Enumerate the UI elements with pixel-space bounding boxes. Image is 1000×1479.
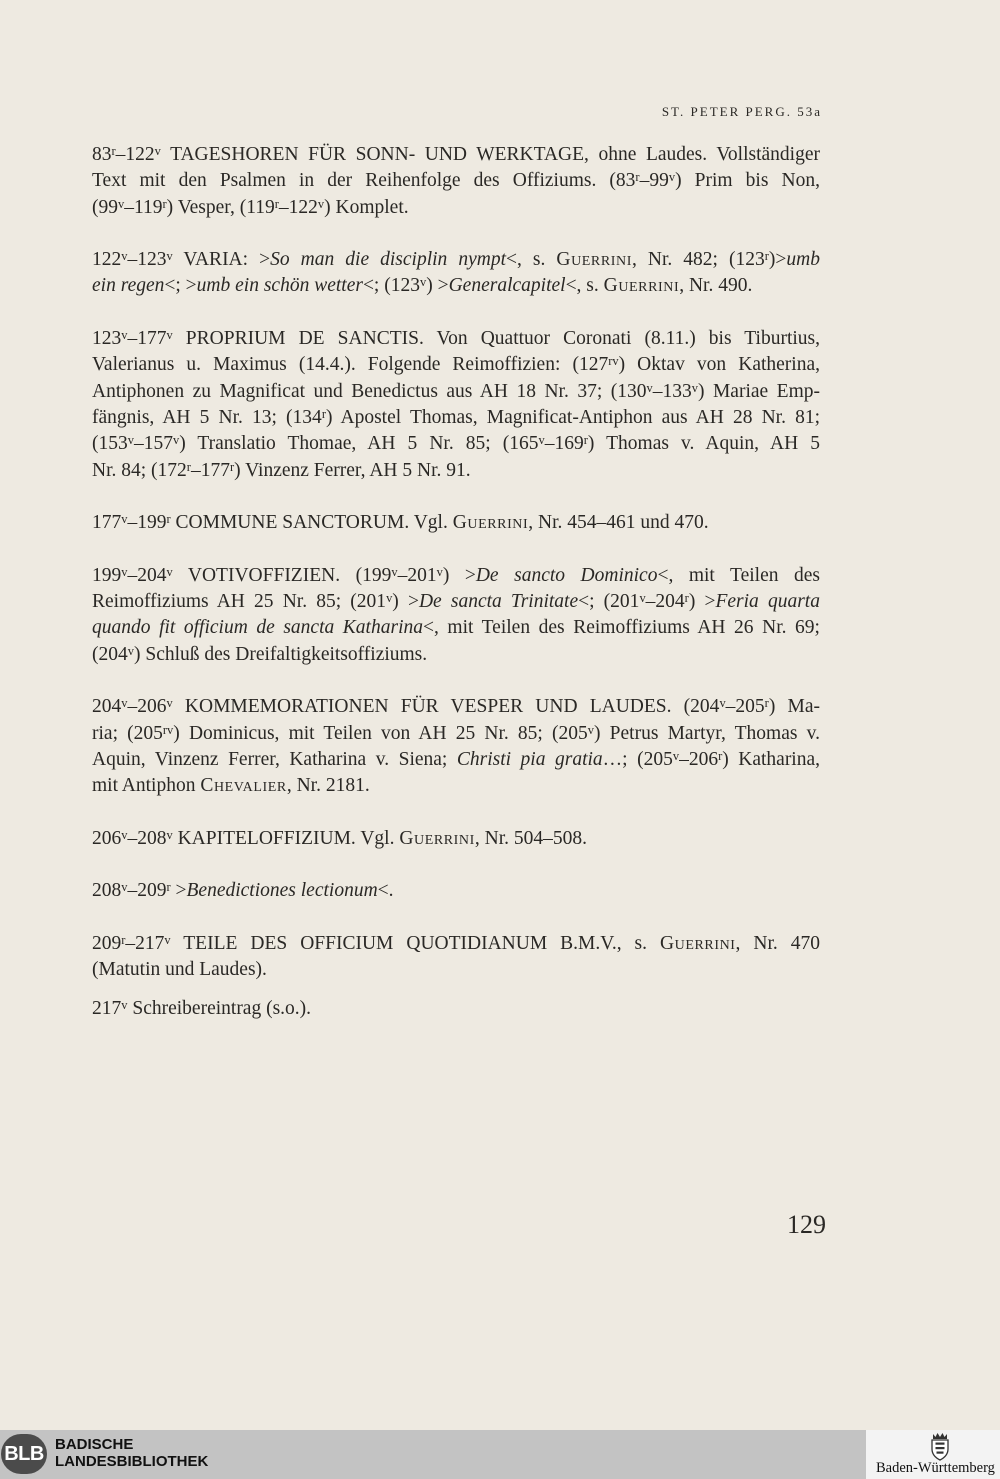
text-run: –209 (127, 880, 167, 902)
italic-title: umb (786, 249, 820, 271)
page-number: 129 (787, 1210, 826, 1239)
folio-superscript: r (274, 196, 279, 211)
entry-line (92, 247, 820, 273)
text-run: ) Vesper, (119 (166, 196, 275, 218)
text-run: TAGESHOREN FÜR SONN- UND WERKTAGE, ohne Laudes. Vollständiger (160, 144, 820, 165)
folio-superscript: v (121, 327, 128, 342)
entry-line (92, 352, 820, 378)
catalog-entry (92, 931, 820, 984)
text-run: Antiphonen zu Magnificat und Benedictus aus AH 18 Nr. 37; (130 (92, 380, 647, 402)
folio-superscript: v (166, 327, 173, 342)
italic-title: De sancto Dominico (475, 564, 658, 586)
text-run: > (170, 880, 187, 902)
text-run: , Nr. 490. (679, 275, 753, 297)
text-run: TEILE DES OFFICIUM QUOTIDIANUM B.M.V., s. (170, 932, 660, 954)
folio-superscript: r (186, 459, 191, 474)
italic-title: Benedictiones lectionum (186, 880, 378, 902)
entry-line (92, 615, 820, 641)
folio-superscript: v (121, 997, 128, 1012)
folio-superscript: v (164, 932, 171, 947)
entry-line (92, 563, 820, 589)
entry-line (92, 589, 820, 615)
folio-superscript: r (764, 696, 769, 710)
text-run: –199 (127, 512, 167, 534)
entry-line (92, 458, 820, 484)
catalog-entry (92, 826, 820, 852)
text-run: –133 (652, 380, 692, 402)
library-footer (0, 1430, 1000, 1479)
folio-superscript: v (587, 722, 594, 737)
text-run: –122 (115, 144, 155, 165)
folio-superscript: v (118, 196, 125, 211)
entry-line (92, 510, 820, 536)
text-run: fängnis, AH 5 Nr. 13; (134 (92, 406, 322, 428)
text-run: <, mit Teilen des Reimoffiziums AH 26 Nr. 69; (422, 617, 820, 639)
text-run: VOTIVOFFIZIEN. (199 (172, 564, 392, 586)
text-run: Schreibereintrag (s.o.). (127, 998, 312, 1019)
text-run: –169 (544, 433, 584, 455)
folio-superscript: r (166, 511, 171, 526)
entry-line (92, 957, 820, 983)
entry-line (92, 326, 820, 352)
folio-superscript: r (764, 248, 769, 263)
text-run: –205 (725, 696, 765, 718)
text-run: –157 (133, 433, 173, 455)
text-run: <; (123 (362, 275, 420, 297)
text-run: 177 (92, 512, 122, 534)
small-caps-name: Guerrini (452, 512, 529, 534)
text-run: ria; (205 (92, 722, 163, 744)
text-run: ) Mariae Emp- (697, 380, 820, 402)
folio-superscript: v (317, 196, 325, 211)
text-run: ) Petrus Martyr, Thomas v. (594, 722, 820, 744)
blb-logo-text: BLB (4, 1443, 44, 1465)
folio-superscript: v (121, 248, 128, 263)
text-run: (99 (92, 196, 118, 218)
folio-superscript: r (684, 590, 689, 605)
folio-superscript: r (321, 406, 326, 421)
text-run: Nr. 84; (172 (92, 459, 187, 481)
crest-lion-2 (936, 1447, 945, 1449)
text-run: Text mit den Psalmen in der Reihenfolge des Offiziums. (83 (92, 170, 636, 192)
folio-superscript: v (538, 433, 545, 448)
folio-superscript: rv (608, 354, 619, 369)
italic-title: Generalcapitel (448, 275, 566, 297)
entry-line (92, 773, 820, 799)
text-run: mit Antiphon (92, 775, 201, 797)
text-run: <. (377, 880, 394, 902)
italic-title: So man die disciplin nympt (270, 249, 506, 271)
text-run: …; (205 (602, 748, 673, 770)
library-name-line-1: BADISCHE (55, 1436, 134, 1453)
text-run: –208 (127, 827, 167, 849)
text-run: ) Vinzenz Ferrer, AH 5 Nr. 91. (234, 459, 471, 481)
folio-superscript: v (121, 880, 128, 895)
catalog-entry (92, 694, 820, 799)
text-run: , Nr. 504–508. (474, 827, 587, 849)
folio-superscript: v (121, 511, 128, 526)
text-run: <, s. (506, 249, 557, 271)
text-run: ) Apostel Thomas, Magnificat-Antiphon aus AH 28 Nr. 81; (325, 406, 821, 428)
text-run: <, s. (565, 275, 604, 297)
text-run: ) Prim bis Non, (675, 170, 820, 192)
entry-line (92, 405, 820, 431)
text-run: ) > (442, 564, 476, 586)
library-name-line-2: LANDESBIBLIOTHEK (55, 1453, 209, 1470)
text-run: (Matutin und Laudes). (92, 959, 267, 981)
entry-line (92, 721, 820, 747)
text-run: –217 (125, 932, 165, 954)
folio-superscript: v (668, 170, 676, 185)
small-caps-name: Guerrini (556, 249, 632, 271)
text-run: ) > (392, 591, 419, 613)
coat-of-arms-icon (928, 1431, 952, 1461)
folio-superscript: v (391, 564, 398, 579)
text-run: –122 (278, 196, 318, 218)
folio-superscript: v (691, 380, 698, 395)
text-run: ) Schluß des Dreifaltigkeitsoffiziums. (133, 643, 428, 665)
catalog-entry (92, 247, 820, 300)
folio-superscript: v (121, 696, 128, 710)
italic-title: Feria quarta (715, 591, 820, 613)
folio-superscript: v (166, 248, 173, 263)
italic-title: Christi pia gratia (456, 748, 603, 770)
text-run: 122 (92, 249, 122, 271)
entry-line (92, 379, 820, 405)
running-title: ST. PETER PERG. 53a (661, 104, 822, 119)
folio-superscript: v (172, 433, 180, 448)
folio-superscript: v (166, 827, 173, 842)
text-run: (153 (92, 433, 128, 455)
text-run: ) > (688, 591, 716, 613)
blb-logo (1, 1434, 47, 1474)
italic-title: quando fit officium de sancta Katharina (92, 617, 423, 639)
state-logo (866, 1430, 1000, 1479)
folio-superscript: r (166, 880, 171, 895)
folio-superscript: v (166, 696, 173, 710)
entry-line (92, 826, 820, 852)
text-run: –204 (127, 564, 167, 586)
italic-title: De sancta Trinitate (418, 591, 579, 613)
folio-superscript: v (154, 143, 161, 158)
folio-superscript: r (583, 433, 588, 448)
text-run: KOMMEMORATIONEN FÜR VESPER UND LAUDES. (204 (172, 696, 720, 718)
text-run: –177 (127, 328, 167, 350)
text-run: –201 (397, 564, 437, 586)
crest-crown (933, 1433, 947, 1439)
text-run: ) Translatio Thomae, AH 5 Nr. 85; (165 (179, 433, 539, 455)
folio-superscript: r (121, 932, 126, 947)
entry-line (92, 878, 820, 904)
text-run: –206 (679, 748, 719, 770)
crest-lion-1 (936, 1443, 945, 1445)
catalog-entry (92, 563, 820, 668)
entry-line (92, 273, 820, 299)
text-run: –119 (124, 196, 163, 218)
text-run: KAPITELOFFIZIUM. Vgl. (172, 827, 400, 849)
folio-superscript: v (639, 590, 646, 605)
entry-line (92, 195, 820, 221)
text-run: –204 (645, 591, 685, 613)
text-run: 204 (92, 696, 122, 718)
entry-line (92, 996, 820, 1022)
text-run: ) Ma- (768, 696, 820, 718)
italic-title: umb ein schön wetter (196, 275, 363, 297)
text-run: <; > (164, 275, 197, 297)
entry-line (92, 747, 820, 773)
folio-superscript: v (127, 643, 134, 658)
text-run: ) Oktav von Katherina, (618, 354, 820, 376)
text-run: , Nr. 454–461 und 470. (528, 512, 709, 534)
text-run: <; (201 (578, 591, 640, 613)
folio-superscript: r (635, 170, 640, 185)
catalog-entry (92, 878, 820, 904)
text-run: VARIA: > (172, 249, 271, 271)
folio-superscript: v (386, 590, 393, 605)
text-run: ) > (426, 275, 449, 297)
entry-line (92, 642, 820, 668)
catalog-entry (92, 996, 820, 1022)
text-run: Valerianus u. Maximus (14.4.). Folgende Reimoffizien: (127 (92, 354, 609, 376)
text-run: )> (768, 249, 787, 271)
italic-title: ein regen (92, 275, 165, 297)
folio-superscript: v (436, 564, 443, 579)
text-run: –177 (190, 459, 230, 481)
text-run: 217 (92, 998, 122, 1019)
catalog-entry (92, 510, 820, 536)
folio-superscript: v (719, 696, 726, 710)
text-run: ) Dominicus, mit Teilen von AH 25 Nr. 85; (205 (173, 722, 588, 744)
text-run: , Nr. 482; (123 (631, 249, 765, 271)
folio-superscript: r (718, 748, 723, 763)
entry-line (92, 168, 820, 194)
text-run: Reimoffiziums AH 25 Nr. 85; (201 (92, 591, 387, 613)
entry-line (92, 142, 820, 168)
text-run: ) Komplet. (324, 196, 409, 218)
small-caps-name: Guerrini (603, 275, 680, 297)
folio-superscript: v (121, 827, 128, 842)
state-name: Baden-Württemberg (876, 1460, 995, 1476)
text-run: (204 (92, 643, 128, 665)
text-run: Aquin, Vinzenz Ferrer, Katharina v. Siena; (92, 748, 457, 770)
text-run: ) Thomas v. Aquin, AH 5 (587, 433, 820, 455)
small-caps-name: Chevalier (200, 775, 287, 797)
text-run: 83 (92, 144, 112, 165)
text-run: –99 (639, 170, 669, 192)
folio-superscript: v (646, 380, 653, 395)
folio-superscript: r (162, 196, 167, 211)
text-run: 123 (92, 328, 122, 350)
catalog-entry (92, 326, 820, 484)
folio-superscript: r (111, 143, 116, 158)
entry-line (92, 431, 820, 457)
folio-superscript: v (121, 564, 128, 579)
catalog-body (92, 142, 820, 1022)
text-run: , Nr. 2181. (286, 775, 370, 797)
folio-superscript: rv (162, 722, 174, 737)
text-run: 206 (92, 827, 122, 849)
catalog-entry (92, 142, 820, 221)
folio-superscript: v (127, 433, 134, 448)
text-run: –206 (127, 696, 167, 718)
entry-line (92, 694, 820, 720)
folio-superscript: r (229, 459, 235, 474)
text-run: , Nr. 470 (735, 932, 821, 954)
small-caps-name: Guerrini (660, 932, 736, 954)
folio-superscript: v (672, 748, 680, 763)
small-caps-name: Guerrini (399, 827, 475, 849)
library-name (55, 1436, 208, 1470)
text-run: 208 (92, 880, 122, 902)
text-run: <, mit Teilen des (657, 564, 820, 586)
text-run: 199 (92, 564, 122, 586)
text-run: COMMUNE SANCTORUM. Vgl. (170, 512, 453, 534)
text-run: –123 (127, 249, 167, 271)
text-run: 209 (92, 932, 122, 954)
text-run: PROPRIUM DE SANCTIS. Von Quattuor Coronati (8.11.) bis Tiburtius, (172, 328, 820, 350)
folio-superscript: v (419, 275, 427, 290)
entry-line (92, 931, 820, 957)
folio-superscript: v (166, 564, 173, 579)
crest-lion-3 (937, 1452, 944, 1454)
text-run: ) Katharina, (722, 748, 821, 770)
